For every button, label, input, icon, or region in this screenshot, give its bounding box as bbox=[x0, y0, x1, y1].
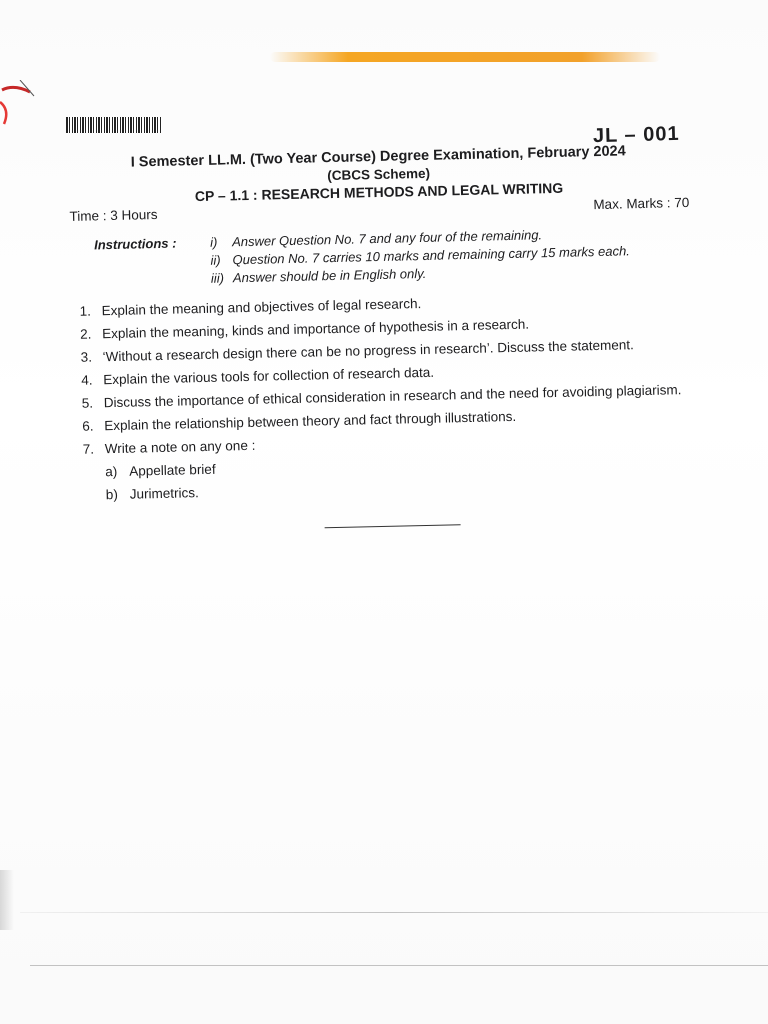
instruction-number: i) bbox=[209, 234, 218, 250]
instructions-label: Instructions : bbox=[93, 235, 177, 253]
instructions bbox=[70, 224, 691, 292]
sub-question-number: a) bbox=[105, 463, 118, 480]
sub-question-item bbox=[106, 474, 696, 502]
question-text: Explain the relationship between theory and fact through illustrations. bbox=[104, 408, 517, 434]
question-text: Discuss the importance of ethical consideration in research and the need for avoiding plagiarism. bbox=[103, 382, 682, 411]
question-number: 2. bbox=[80, 326, 92, 342]
question-number: 3. bbox=[80, 349, 93, 365]
page-fold-line bbox=[20, 912, 768, 913]
barcode bbox=[66, 117, 162, 133]
question-number: 7. bbox=[82, 441, 95, 457]
question-text: Explain the meaning, kinds and importance of hypothesis in a research. bbox=[102, 316, 530, 342]
question-number: 6. bbox=[82, 418, 94, 434]
time-allowed: Time : 3 Hours bbox=[69, 206, 158, 224]
binding-thread bbox=[0, 80, 40, 140]
exam-content bbox=[68, 136, 697, 534]
max-marks: Max. Marks : 70 bbox=[593, 194, 690, 213]
questions-list bbox=[71, 290, 695, 503]
question-text: ‘Without a research design there can be no progress in research’. Discuss the statement. bbox=[102, 337, 635, 365]
exam-title: I Semester LL.M. (Two Year Course) Degree Examination, February 2024 bbox=[130, 143, 626, 171]
question-number: 5. bbox=[81, 395, 94, 411]
sub-question-number: b) bbox=[105, 486, 119, 503]
sub-question-text: Appellate brief bbox=[129, 461, 216, 479]
end-of-paper-line bbox=[325, 524, 461, 528]
scheme: (CBCS Scheme) bbox=[327, 165, 431, 184]
instruction-text: Answer Question No. 7 and any four of the remaining. bbox=[231, 227, 543, 250]
instructions-list bbox=[210, 224, 691, 289]
question-number: 1. bbox=[79, 303, 92, 319]
question-number: 4. bbox=[81, 372, 93, 388]
instruction-number: iii) bbox=[210, 270, 225, 286]
instruction-text: Answer should be in English only. bbox=[232, 265, 427, 286]
page-edge-shadow bbox=[0, 870, 14, 930]
course-title: CP – 1.1 : RESEARCH METHODS AND LEGAL WRITING bbox=[194, 179, 564, 205]
instruction-number: ii) bbox=[210, 252, 221, 268]
paper-code: JL – 001 bbox=[593, 122, 681, 148]
sub-question-text: Jurimetrics. bbox=[129, 485, 199, 502]
question-text: Explain the various tools for collection of research data. bbox=[103, 364, 435, 388]
page-bottom-edge bbox=[30, 965, 768, 966]
instruction-text: Question No. 7 carries 10 marks and remaining carry 15 marks each. bbox=[232, 243, 630, 268]
question-text: Write a note on any one : bbox=[104, 437, 256, 457]
orange-tape-strip bbox=[270, 52, 660, 62]
question-text: Explain the meaning and objectives of legal research. bbox=[101, 296, 422, 319]
